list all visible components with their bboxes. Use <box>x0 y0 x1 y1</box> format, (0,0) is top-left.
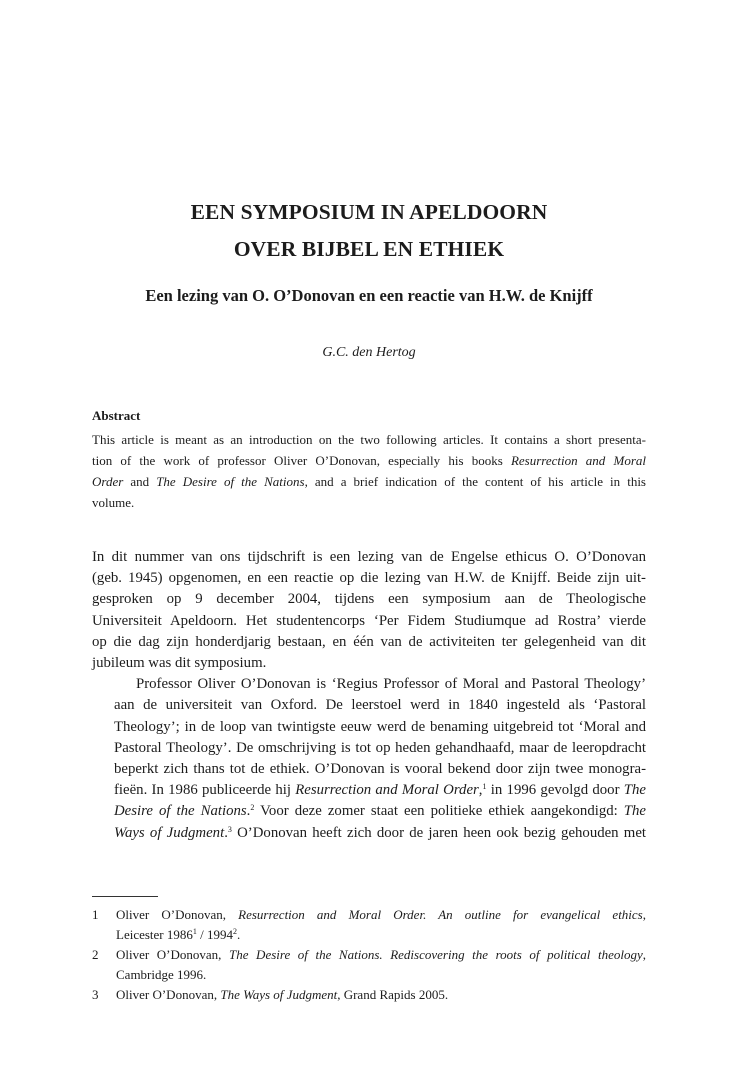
paragraph-2 <box>92 674 646 844</box>
footnote-line: Oliver O’Donovan, The Ways of Judgment, Grand Rapids 2005. <box>116 987 449 1002</box>
abstract-line: volume. <box>92 495 135 510</box>
footnote-line: Oliver O’Donovan, Resurrection and Moral Order. An outline for evangelical ethics, <box>116 907 646 922</box>
abstract-text <box>92 429 646 513</box>
footnote-separator <box>92 896 158 897</box>
abstract-line: This article is meant as an introduction on the two following articles. It contains a short presenta- <box>92 432 646 447</box>
footnote-3 <box>92 985 646 1005</box>
footnote-ref: 2 <box>250 803 255 813</box>
text-line: Pastoral Theology’. De omschrijving is tot op heden gehandhaafd, maar de leeropdracht <box>114 739 646 756</box>
footnote-number: 1 <box>92 907 99 922</box>
abstract-line: tion of the work of professor Oliver O’Donovan, especially his books Resurrection and Moral <box>92 453 646 468</box>
footnote-2 <box>92 945 646 985</box>
text-line: gesproken op 9 december 2004, tijdens een symposium aan de Theologische <box>92 591 646 608</box>
text-line: Theology’; in de loop van twintigste eeuw werd de benaming uitgebreid tot ‘Moral and <box>114 718 646 735</box>
author: G.C. den Hertog <box>322 345 416 360</box>
text-line: Ways of Judgment.$^3$ O’Donovan heeft zich door de jaren heen ook bezig gehouden met <box>114 824 646 841</box>
text-line: jubileum was dit symposium. <box>92 655 267 672</box>
footnote-number: 3 <box>92 987 99 1002</box>
subtitle: Een lezing van O. O’Donovan en een reactie van H.W. de Knijff <box>145 286 593 305</box>
footnote-ref: 1 <box>482 782 487 792</box>
text-line: Desire of the Nations.$^2$ Voor deze zomer staat een politieke ethiek aangekondigd: The <box>114 803 646 820</box>
footnotes <box>92 905 646 1005</box>
abstract-heading: Abstract <box>92 408 141 423</box>
body-text <box>92 547 646 844</box>
article-page <box>92 0 646 1068</box>
text-line: Universiteit Apeldoorn. Het studentencorps ‘Per Fidem Studiumque ad Rostra’ vierde <box>92 612 646 629</box>
text-line: In dit nummer van ons tijdschrift is een lezing van de Engelse ethicus O. O’Donovan <box>92 549 646 565</box>
footnote-line: Cambridge 1996. <box>116 967 207 982</box>
text-line: Professor Oliver O’Donovan is ‘Regius Professor of Moral and Pastoral Theology’ <box>136 676 646 693</box>
title-line-1: EEN SYMPOSIUM IN APELDOORN <box>190 200 548 224</box>
text-line: op die dag zijn honderdjarig bestaan, en één van de activiteiten ter gelegenheid van dit <box>92 633 646 650</box>
text-line: (geb. 1945) opgenomen, en een reactie op die lezing van H.W. de Knijff. Beide zijn uit- <box>92 570 646 587</box>
text-line: aan de universiteit van Oxford. De leerstoel werd in 1840 ingesteld als ‘Pastoral <box>114 697 646 714</box>
paragraph-1 <box>92 547 646 674</box>
text-line: fieën. In 1986 publiceerde hij Resurrection and Moral Order,$^1$ in 1996 gevolgd door The <box>114 782 646 799</box>
title-line-2: OVER BIJBEL EN ETHIEK <box>233 237 505 261</box>
abstract-line: Order and The Desire of the Nations, and a brief indication of the content of his article in this <box>92 474 646 489</box>
footnote-line: Oliver O’Donovan, The Desire of the Nations. Rediscovering the roots of political theology, <box>116 947 646 962</box>
footnote-1 <box>92 905 646 945</box>
footnote-number: 2 <box>92 947 99 962</box>
footnote-ref: 3 <box>227 824 232 834</box>
text-line: beperkt zich thans tot de ethiek. O’Donovan is vooral bekend door zijn twee monogra- <box>114 761 646 778</box>
footnote-line: Leicester 1986$^1$ / 1994$^2$. <box>116 927 241 942</box>
